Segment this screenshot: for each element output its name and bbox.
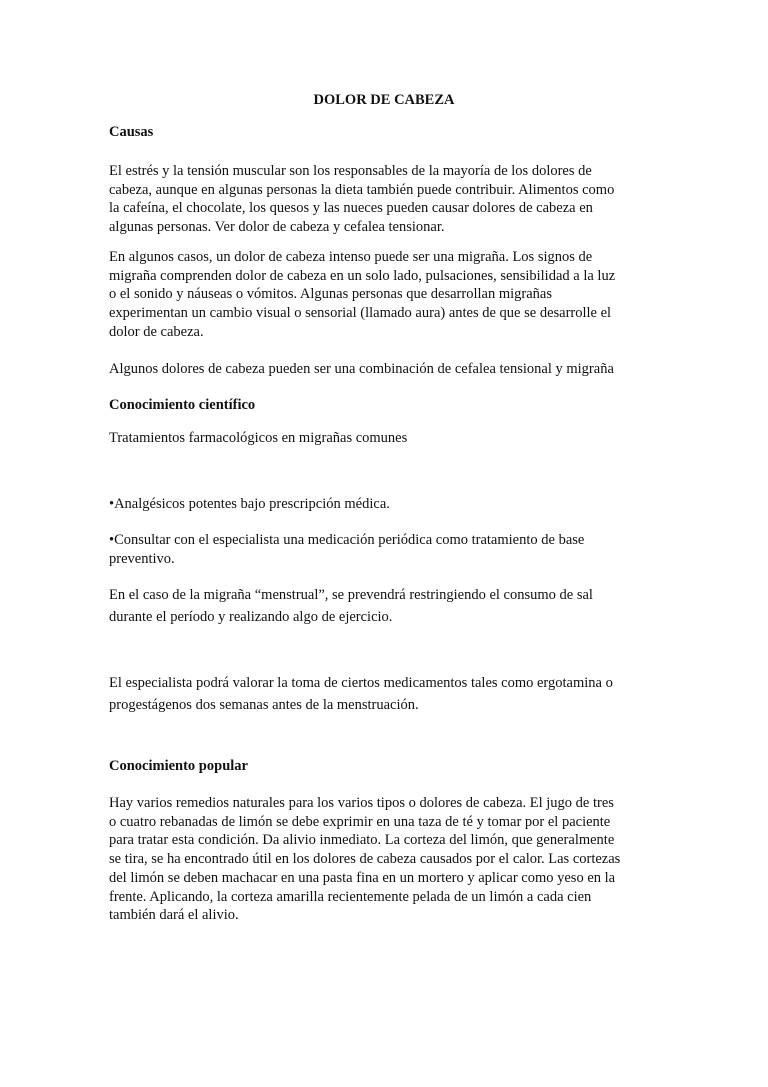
paragraph-remedios <box>109 794 654 925</box>
text-line: preventivo. <box>109 550 175 567</box>
text-line: Tratamientos farmacológicos en migrañas comunes <box>109 430 408 446</box>
text-line: o el sonido y náuseas o vómitos. Algunas personas que desarrollan migrañas <box>109 286 552 303</box>
text-line: dolor de cabeza. <box>109 323 204 340</box>
text-line: durante el período y realizando algo de ejercicio. <box>109 609 393 625</box>
text-line: El especialista podrá valorar la toma de ciertos medicamentos tales como ergotamina o <box>109 675 613 691</box>
text-line: o cuatro rebanadas de limón se debe exprimir en una taza de té y tomar por el paciente <box>109 813 611 830</box>
list-item-consultar <box>109 531 654 568</box>
list-item-analgesicos <box>109 495 654 514</box>
text-line: progestágenos dos semanas antes de la menstruación. <box>109 697 419 713</box>
text-line: del limón se deben machacar en una pasta fina en un mortero y aplicar como yeso en la <box>109 869 616 886</box>
paragraph-causas-2 <box>109 248 654 342</box>
heading-conocimiento-cientifico: Conocimiento científico <box>109 397 256 413</box>
heading-causas: Causas <box>109 124 154 140</box>
heading-conocimiento-popular: Conocimiento popular <box>109 758 248 774</box>
text-line: algunas personas. Ver dolor de cabeza y cefalea tensionar. <box>109 219 445 236</box>
text-line: se tira, se ha encontrado útil en los dolores de cabeza causados por el calor. Las cortezas <box>109 851 621 868</box>
text-line: En el caso de la migraña “menstrual”, se prevendrá restringiendo el consumo de sal <box>109 587 593 603</box>
text-line: En algunos casos, un dolor de cabeza intenso puede ser una migraña. Los signos de <box>109 249 593 265</box>
text-line: Hay varios remedios naturales para los varios tipos o dolores de cabeza. El jugo de tres <box>109 795 614 811</box>
text-line: frente. Aplicando, la corteza amarilla recientemente pelada de un limón a cada cien <box>109 888 592 905</box>
paragraph-tratamientos <box>109 429 654 448</box>
paragraph-causas-1 <box>109 162 654 237</box>
paragraph-especialista <box>109 672 654 716</box>
text-line: El estrés y la tensión muscular son los responsables de la mayoría de los dolores de <box>109 163 592 179</box>
text-line: •Analgésicos potentes bajo prescripción médica. <box>109 496 390 512</box>
text-line: cabeza, aunque en algunas personas la dieta también puede contribuir. Alimentos como <box>109 181 615 198</box>
text-line: también dará el alivio. <box>109 907 239 924</box>
paragraph-migrana-menstrual <box>109 584 654 628</box>
text-line: migraña comprenden dolor de cabeza en un solo lado, pulsaciones, sensibilidad a la luz <box>109 267 616 284</box>
text-line: •Consultar con el especialista una medicación periódica como tratamiento de base <box>109 532 585 548</box>
text-line: experimentan un cambio visual o sensorial (llamado aura) antes de que se desarrolle el <box>109 305 612 322</box>
text-line: la cafeína, el chocolate, los quesos y las nueces pueden causar dolores de cabeza en <box>109 200 593 217</box>
text-line: Algunos dolores de cabeza pueden ser una combinación de cefalea tensional y migraña <box>109 361 614 377</box>
document-title: DOLOR DE CABEZA <box>313 92 455 108</box>
text-line: para tratar esta condición. Da alivio inmediato. La corteza del limón, que generalmente <box>109 832 615 849</box>
paragraph-causas-3 <box>109 360 654 379</box>
